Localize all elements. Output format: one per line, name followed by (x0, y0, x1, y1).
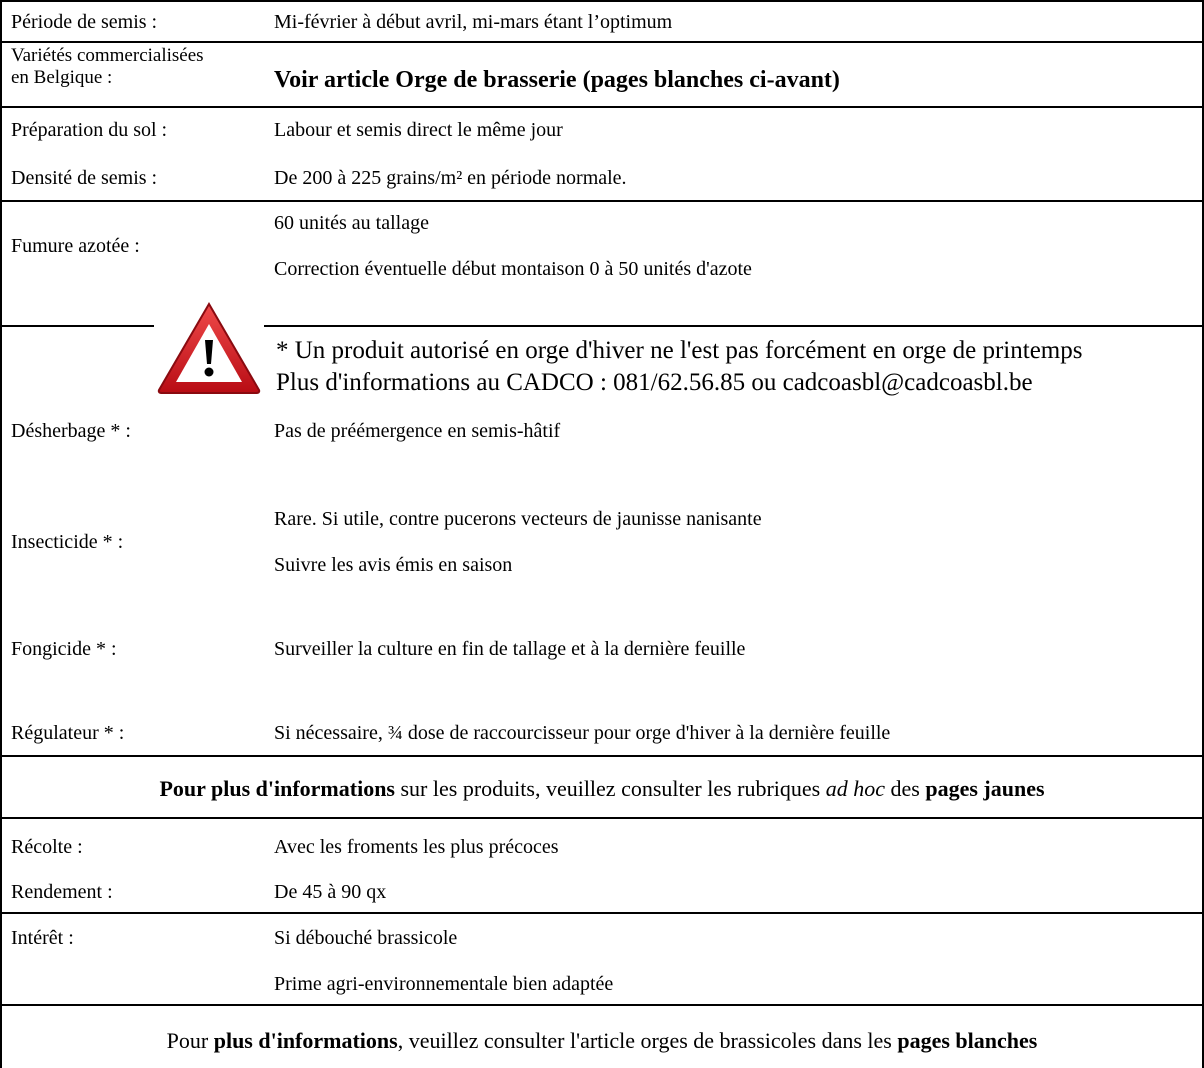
warning-line-1: * Un produit autorisé en orge d'hiver ne l'est pas forcément en orge de printemps (276, 337, 1083, 364)
note-produits-bold-1: Pour plus d'informations (159, 776, 395, 801)
recolte-value: Avec les froments les plus précoces (274, 836, 559, 858)
insecticide-value-1: Rare. Si utile, contre pucerons vecteurs de jaunisse nanisante (274, 508, 762, 530)
varietes-value: Voir article Orge de brasserie (pages blanches ci-avant) (274, 67, 840, 93)
note-article-text-2: , veuillez consulter l'article orges de brassicoles dans les (397, 1028, 898, 1053)
fumure-label: Fumure azotée : (11, 235, 140, 257)
periode-label: Période de semis : (11, 11, 158, 33)
desherbage-value: Pas de préémergence en semis-hâtif (274, 420, 561, 442)
regulateur-label: Régulateur * : (11, 722, 125, 744)
rendement-label: Rendement : (11, 881, 113, 903)
insecticide-value-2: Suivre les avis émis en saison (274, 554, 513, 576)
divider (0, 1004, 1204, 1006)
divider (0, 755, 1204, 757)
note-article (0, 1026, 1204, 1056)
note-produits-italic: ad hoc (825, 776, 886, 801)
divider (0, 817, 1204, 819)
fongicide-label: Fongicide * : (11, 638, 117, 660)
divider (0, 200, 1204, 202)
note-article-bold-1: plus d'informations (213, 1028, 398, 1053)
divider (0, 912, 1204, 914)
densite-label: Densité de semis : (11, 167, 158, 189)
divider (0, 41, 1204, 43)
desherbage-label: Désherbage * : (11, 420, 131, 442)
divider (0, 325, 154, 327)
note-article-bold-2: pages blanches (897, 1028, 1038, 1053)
note-produits (0, 774, 1204, 804)
recolte-label: Récolte : (11, 836, 83, 858)
divider (0, 106, 1204, 108)
insecticide-label: Insecticide * : (11, 531, 124, 553)
fumure-value-2: Correction éventuelle début montaison 0 à 50 unités d'azote (274, 258, 752, 280)
interet-label: Intérêt : (11, 927, 74, 949)
warning-line-2: Plus d'informations au CADCO : 081/62.56.85 ou cadcoasbl@cadcoasbl.be (276, 369, 1033, 396)
note-produits-bold-2: pages jaunes (925, 776, 1045, 801)
fumure-value-1: 60 unités au tallage (274, 212, 429, 234)
note-article-text-1: Pour (166, 1028, 214, 1053)
interet-value-2: Prime agri-environnementale bien adaptée (274, 973, 614, 995)
regulateur-value: Si nécessaire, ¾ dose de raccourcisseur pour orge d'hiver à la dernière feuille (274, 722, 891, 744)
preparation-label: Préparation du sol : (11, 119, 168, 141)
note-produits-text-1: sur les produits, veuillez consulter les rubriques (395, 776, 826, 801)
rendement-value: De 45 à 90 qx (274, 881, 387, 903)
warning-triangle-icon (156, 300, 262, 396)
varietes-label-line1: Variétés commercialisées (11, 45, 204, 66)
interet-value-1: Si débouché brassicole (274, 927, 458, 949)
preparation-value: Labour et semis direct le même jour (274, 119, 563, 141)
densite-value: De 200 à 225 grains/m² en période normale. (274, 167, 627, 189)
divider (264, 325, 1204, 327)
varietes-label-line2: en Belgique : (11, 67, 113, 88)
fongicide-value: Surveiller la culture en fin de tallage et à la dernière feuille (274, 638, 746, 660)
note-produits-text-2: des (885, 776, 926, 801)
periode-value: Mi-février à début avril, mi-mars étant l’optimum (274, 11, 673, 33)
